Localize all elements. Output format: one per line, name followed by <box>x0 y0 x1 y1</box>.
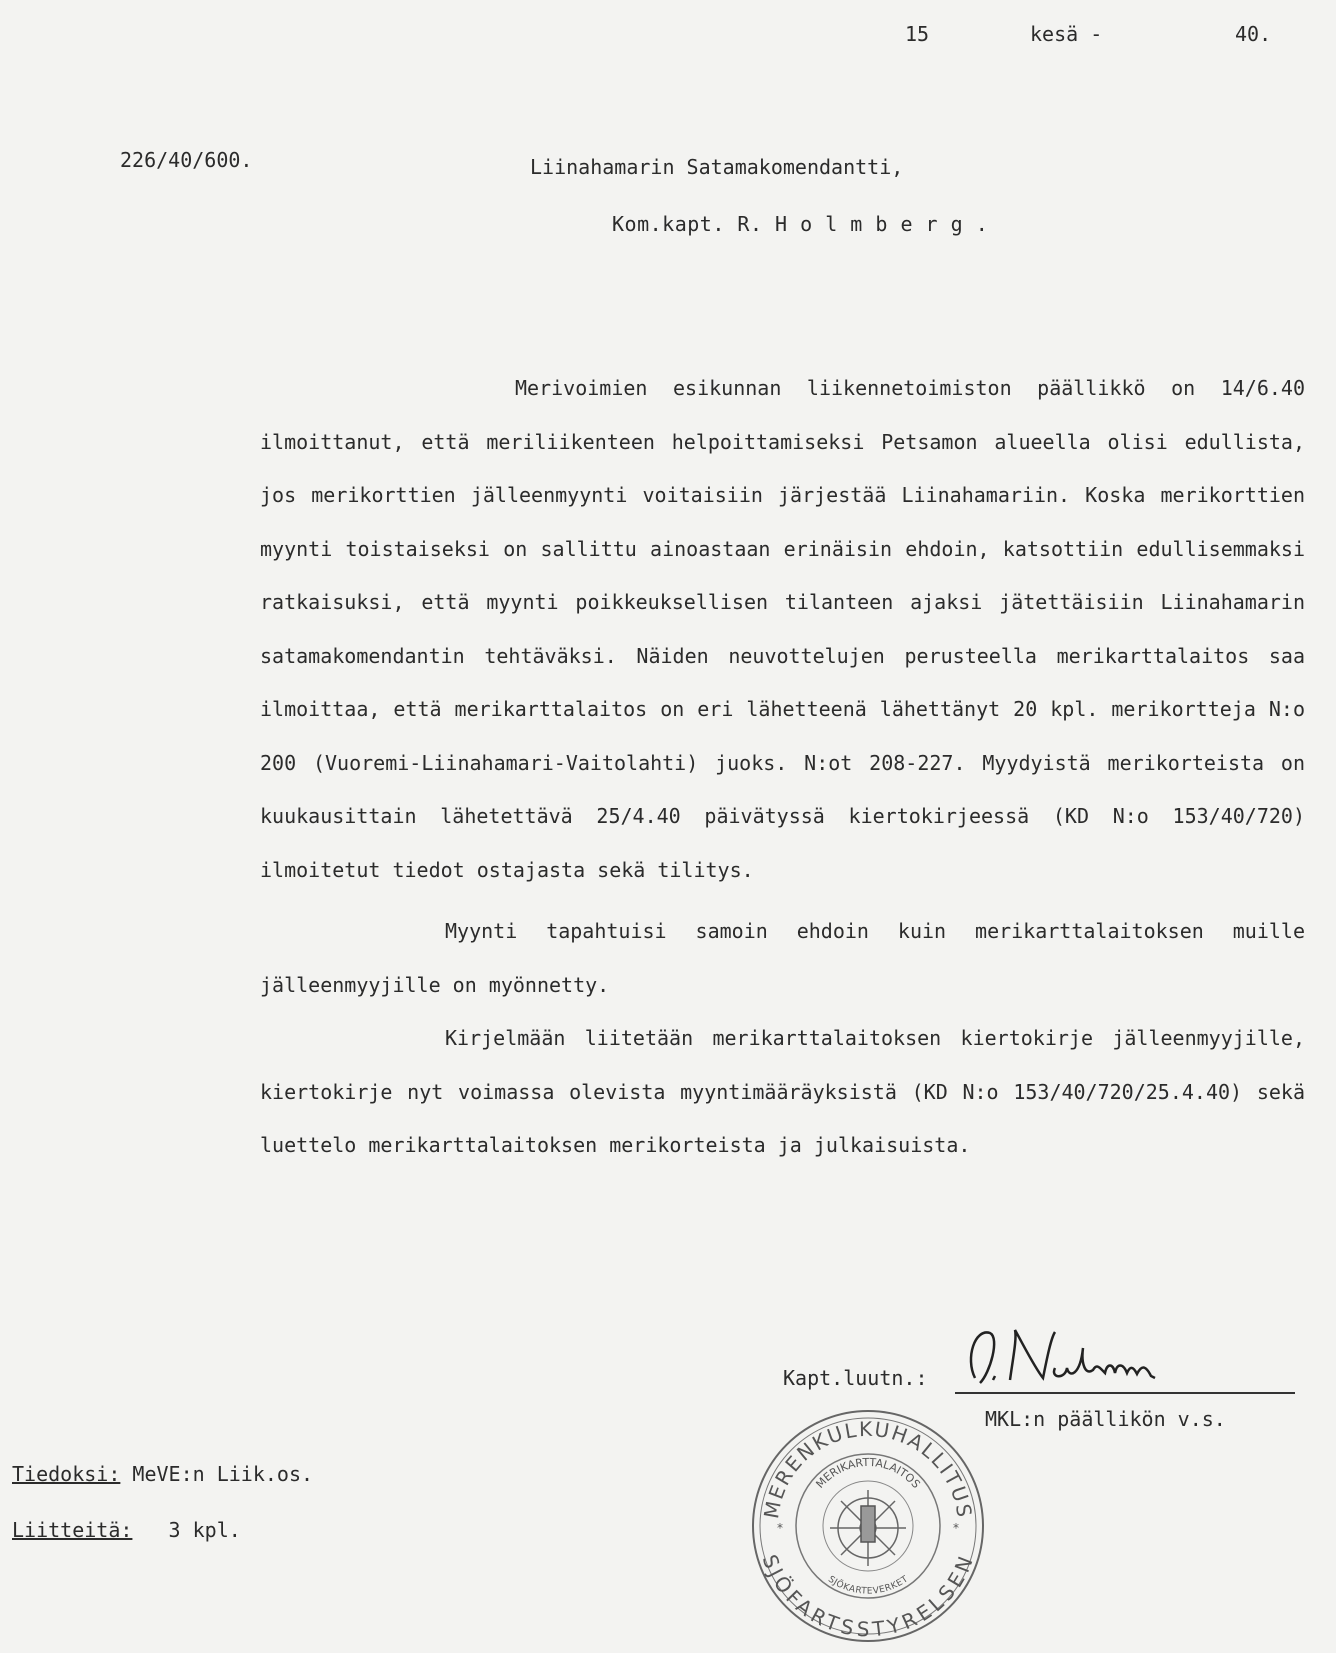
attachments-line <box>12 1518 241 1542</box>
paragraph-3: Kirjelmään liitetään merikarttalaitoksen kiertokirje jälleenmyyjille, kiertokirje nyt voimassa olevista myyntimääräyksistä (KD N:o 153/40/720/25.4.40) sekä luettelo merikarttalaitoksen merikorteista ja julkaisuista. <box>260 1026 1305 1157</box>
signature-title: MKL:n päällikön v.s. <box>985 1407 1226 1431</box>
cc-value: MeVE:n Liik.os. <box>132 1462 314 1486</box>
attachments-label: Liitteitä: <box>12 1518 133 1542</box>
date-year: 40. <box>1235 22 1272 46</box>
official-stamp <box>748 1406 988 1646</box>
cc-line <box>12 1462 313 1486</box>
signature-line <box>955 1392 1295 1394</box>
svg-text:MERIKARTTALAITOS <box>813 1456 922 1491</box>
attachments-value: 3 kpl. <box>168 1518 241 1542</box>
stamp-outer-bottom: SJÖFARTSSTYRELSEN <box>757 1551 979 1642</box>
recipient-line-2: Kom.kapt. R. H o l m b e r g . <box>612 212 989 236</box>
stamp-inner-top: MERIKARTTALAITOS <box>813 1455 923 1491</box>
star-icon: * <box>953 1521 959 1535</box>
stamp-inner-bottom: SJÖKARTEVERKET <box>826 1574 910 1597</box>
svg-text:SJÖKARTEVERKET <box>826 1574 910 1596</box>
signature-label: Kapt.luutn.: <box>783 1366 928 1390</box>
paragraph-1: Merivoimien esikunnan liikennetoimiston päällikkö on 14/6.40 ilmoittanut, että meriliikenteen helpoittamiseksi Petsamon alueella olisi edullista, jos merikorttien jälleenmyynti voitaisiin järjestää Liinahamariin. Koska merikorttien myynti toistaiseksi on sallittu ainoastaan erinäisin ehdoin, katsottiin edullisemmaksi ratkaisuksi, että myynti poikkeuksellisen tilanteen ajaksi jätettäisiin Liinahamarin satamakomendantin tehtäväksi. Näiden neuvottelujen perusteella merikarttalaitos saa ilmoittaa, että merikarttalaitos on eri lähetteenä lähettänyt 20 kpl. merikortteja N:o 200 (Vuoremi-Liinahamari-Vaitolahti) juoks. N:ot 208-227. Myydyistä merikorteista on kuukausittain lähetettävä 25/4.40 päivätyssä kiertokirjeessä (KD N:o 153/40/720) ilmoitetut tiedot ostajasta sekä tilitys. <box>260 376 1305 882</box>
stamp-outer-top: MERENKULKUHALLITUS <box>759 1416 977 1521</box>
date-day: 15 <box>905 22 930 46</box>
cc-label: Tiedoksi: <box>12 1462 121 1486</box>
star-icon: * <box>777 1521 783 1535</box>
ships-wheel-icon <box>830 1490 906 1566</box>
date-month: kesä - <box>1030 22 1103 46</box>
recipient-line-1: Liinahamarin Satamakomendantti, <box>530 155 904 179</box>
handwritten-signature <box>955 1318 1215 1398</box>
reference-number: 226/40/600. <box>120 148 253 172</box>
paragraph-2: Myynti tapahtuisi samoin ehdoin kuin merikarttalaitoksen muille jälleenmyyjille on myönnetty. <box>260 919 1305 997</box>
letter-body <box>260 362 1305 1173</box>
